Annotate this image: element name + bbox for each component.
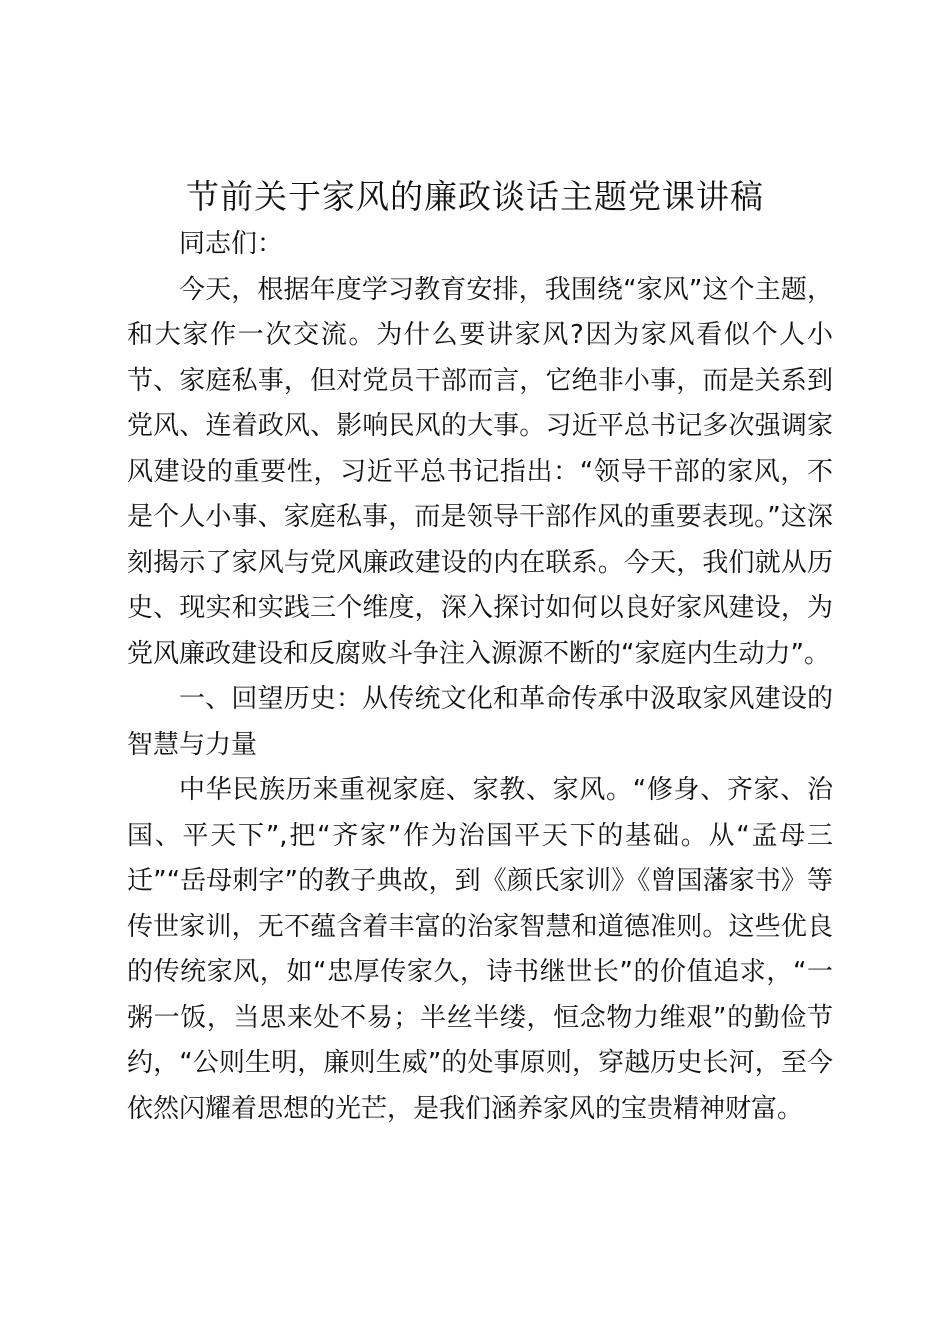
- document-body: [127, 222, 833, 1132]
- greeting-line: 同志们：: [179, 229, 284, 259]
- paragraph-intro: 今天，根据年度学习教育安排，我围绕“家风”这个主题，和大家作一次交流。为什么要讲家风?因为家风看似个人小节、家庭私事，但对党员干部而言，它绝非小事，而是关系到党风、连着政风、影响民风的大事。习近平总书记多次强调家风建设的重要性，习近平总书记指出：“领导干部的家风，不是个人小事、家庭私事，而是领导干部作风的重要表现。”这深刻揭示了家风与党风廉政建设的内在联系。今天，我们就从历史、现实和实践三个维度，深入探讨如何以良好家风建设，为党风廉政建设和反腐败斗争注入源源不断的“家庭内生动力”。: [127, 274, 833, 669]
- section-heading-1: 一、回望历史：从传统文化和革命传承中汲取家风建设的智慧与力量: [127, 684, 833, 760]
- document-title: 节前关于家风的廉政谈话主题党课讲稿: [186, 177, 764, 216]
- paragraph-history: 中华民族历来重视家庭、家教、家风。“修身、齐家、治国、平天下”,把“齐家”作为治国平天下的基础。从“孟母三迁”“岳母刺字”的教子典故，到《颜氏家训》《曾国藩家书》等传世家训，无不蕴含着丰富的治家智慧和道德准则。这些优良的传统家风，如“忠厚传家久，诗书继世长”的价值追求，“一粥一饭，当思来处不易；半丝半缕，恒念物力维艰”的勤俭节约，“公则生明，廉则生威”的处事原则，穿越历史长河，至今依然闪耀着思想的光芒，是我们涵养家风的宝贵精神财富。: [127, 775, 833, 1124]
